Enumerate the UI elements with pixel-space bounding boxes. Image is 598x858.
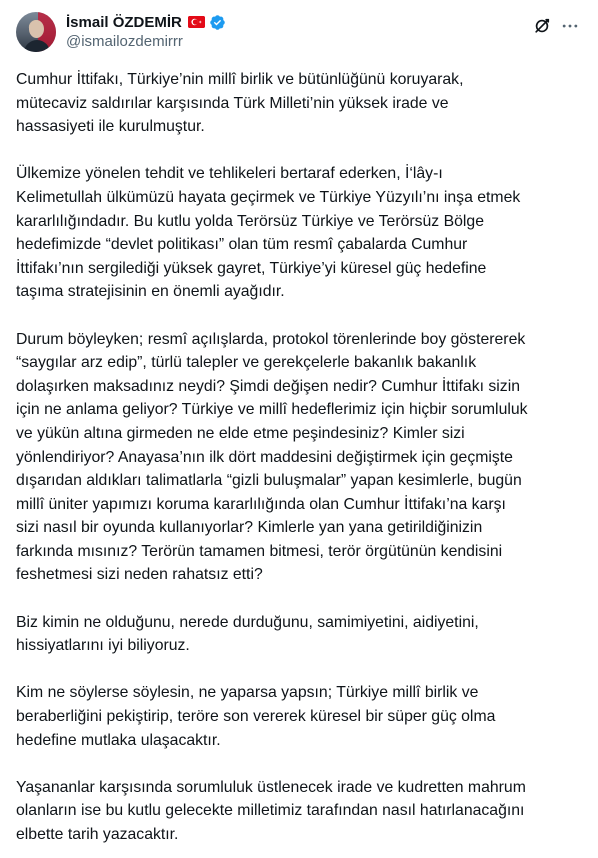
post-paragraph: Ülkemize yönelen tehdit ve tehlikeleri bertaraf ederken, İ‘lây-ı Kelimetullah ülkümüzü hayata geçirmek ve Türkiye Yüzyılı’nı inşa etmek kararlılığındadır. Bu kutlu yolda Terörsüz Türkiye ve Terörsüz Bölge hedefimizde “devlet politikası” olan tüm resmî çabalarda Cumhur İttifakı’nın sergilediği yüksek gayret, Türkiye’yi küresel güç hedefine taşıma stratejisinin en önemli ayağıdır. [16, 165, 521, 301]
grok-icon[interactable] [532, 16, 552, 36]
post-header [16, 10, 582, 54]
more-options-icon[interactable] [560, 16, 580, 36]
turkey-flag-icon [188, 16, 205, 28]
author-handle[interactable]: @ismailozdemirrr [66, 33, 183, 50]
author-name-row [66, 12, 226, 32]
avatar-head [29, 20, 44, 38]
post-text [16, 68, 588, 847]
post-paragraph: Durum böyleyken; resmî açılışlarda, protokol törenlerinde boy göstererek “saygılar arz edip”, türlü talepler ve gerekçelerle bakanlık bakanlık dolaşırken maksadınız neydi? Şimdi değişen nedir? Cumhur İttifakı sizin için ne anlama geliyor? Türkiye ve millî hedeflerimiz için hiçbir sorumluluk ve yükün altına girmeden ne elde etme peşindesiniz? Kimler sizi yönlendiriyor? Anayasa’nın ilk dört maddesini değiştirmek için geçmişte dışarıdan aldıkları talimatlarla “gizli buluşmalar” yapan kesimlerle, bugün millî üniter yapımızı koruma kararlılığında olan Cumhur İttifakı’na karşı sizi nasıl bir oyunda kullanıyorlar? Kimlerle yan yana getirildiğinizin farkında mısınız? Terörün tamamen bitmesi, terör örgütünün kendisini feshetmesi sizi neden rahatsız etti? [16, 330, 528, 584]
post-paragraph: Cumhur İttifakı, Türkiye’nin millî birlik ve bütünlüğünü koruyarak, mütecaviz saldırılar karşısında Türk Milleti’nin yüksek irade ve hassasiyeti ile kurulmuştur. [16, 71, 464, 136]
author-display-name[interactable]: İsmail ÖZDEMİR [66, 13, 182, 31]
post-paragraph: Kim ne söylerse söylesin, ne yaparsa yapsın; Türkiye millî birlik ve beraberliğini pekiştirip, teröre son vererek küresel bir süper güç olma hedefine mutlaka ulaşacaktır. [16, 684, 496, 749]
verified-badge-icon [209, 14, 226, 31]
post-paragraph: Yaşananlar karşısında sorumluluk üstlenecek irade ve kudretten mahrum olanların ise bu kutlu gelecekte milletimiz tarafından nasıl hatırlanacağını elbette tarih yazacaktır. [16, 778, 526, 843]
avatar[interactable] [16, 12, 56, 52]
post-paragraph: Biz kimin ne olduğunu, nerede durduğunu, samimiyetini, aidiyetini, hissiyatlarını iyi biliyoruz. [16, 613, 479, 655]
